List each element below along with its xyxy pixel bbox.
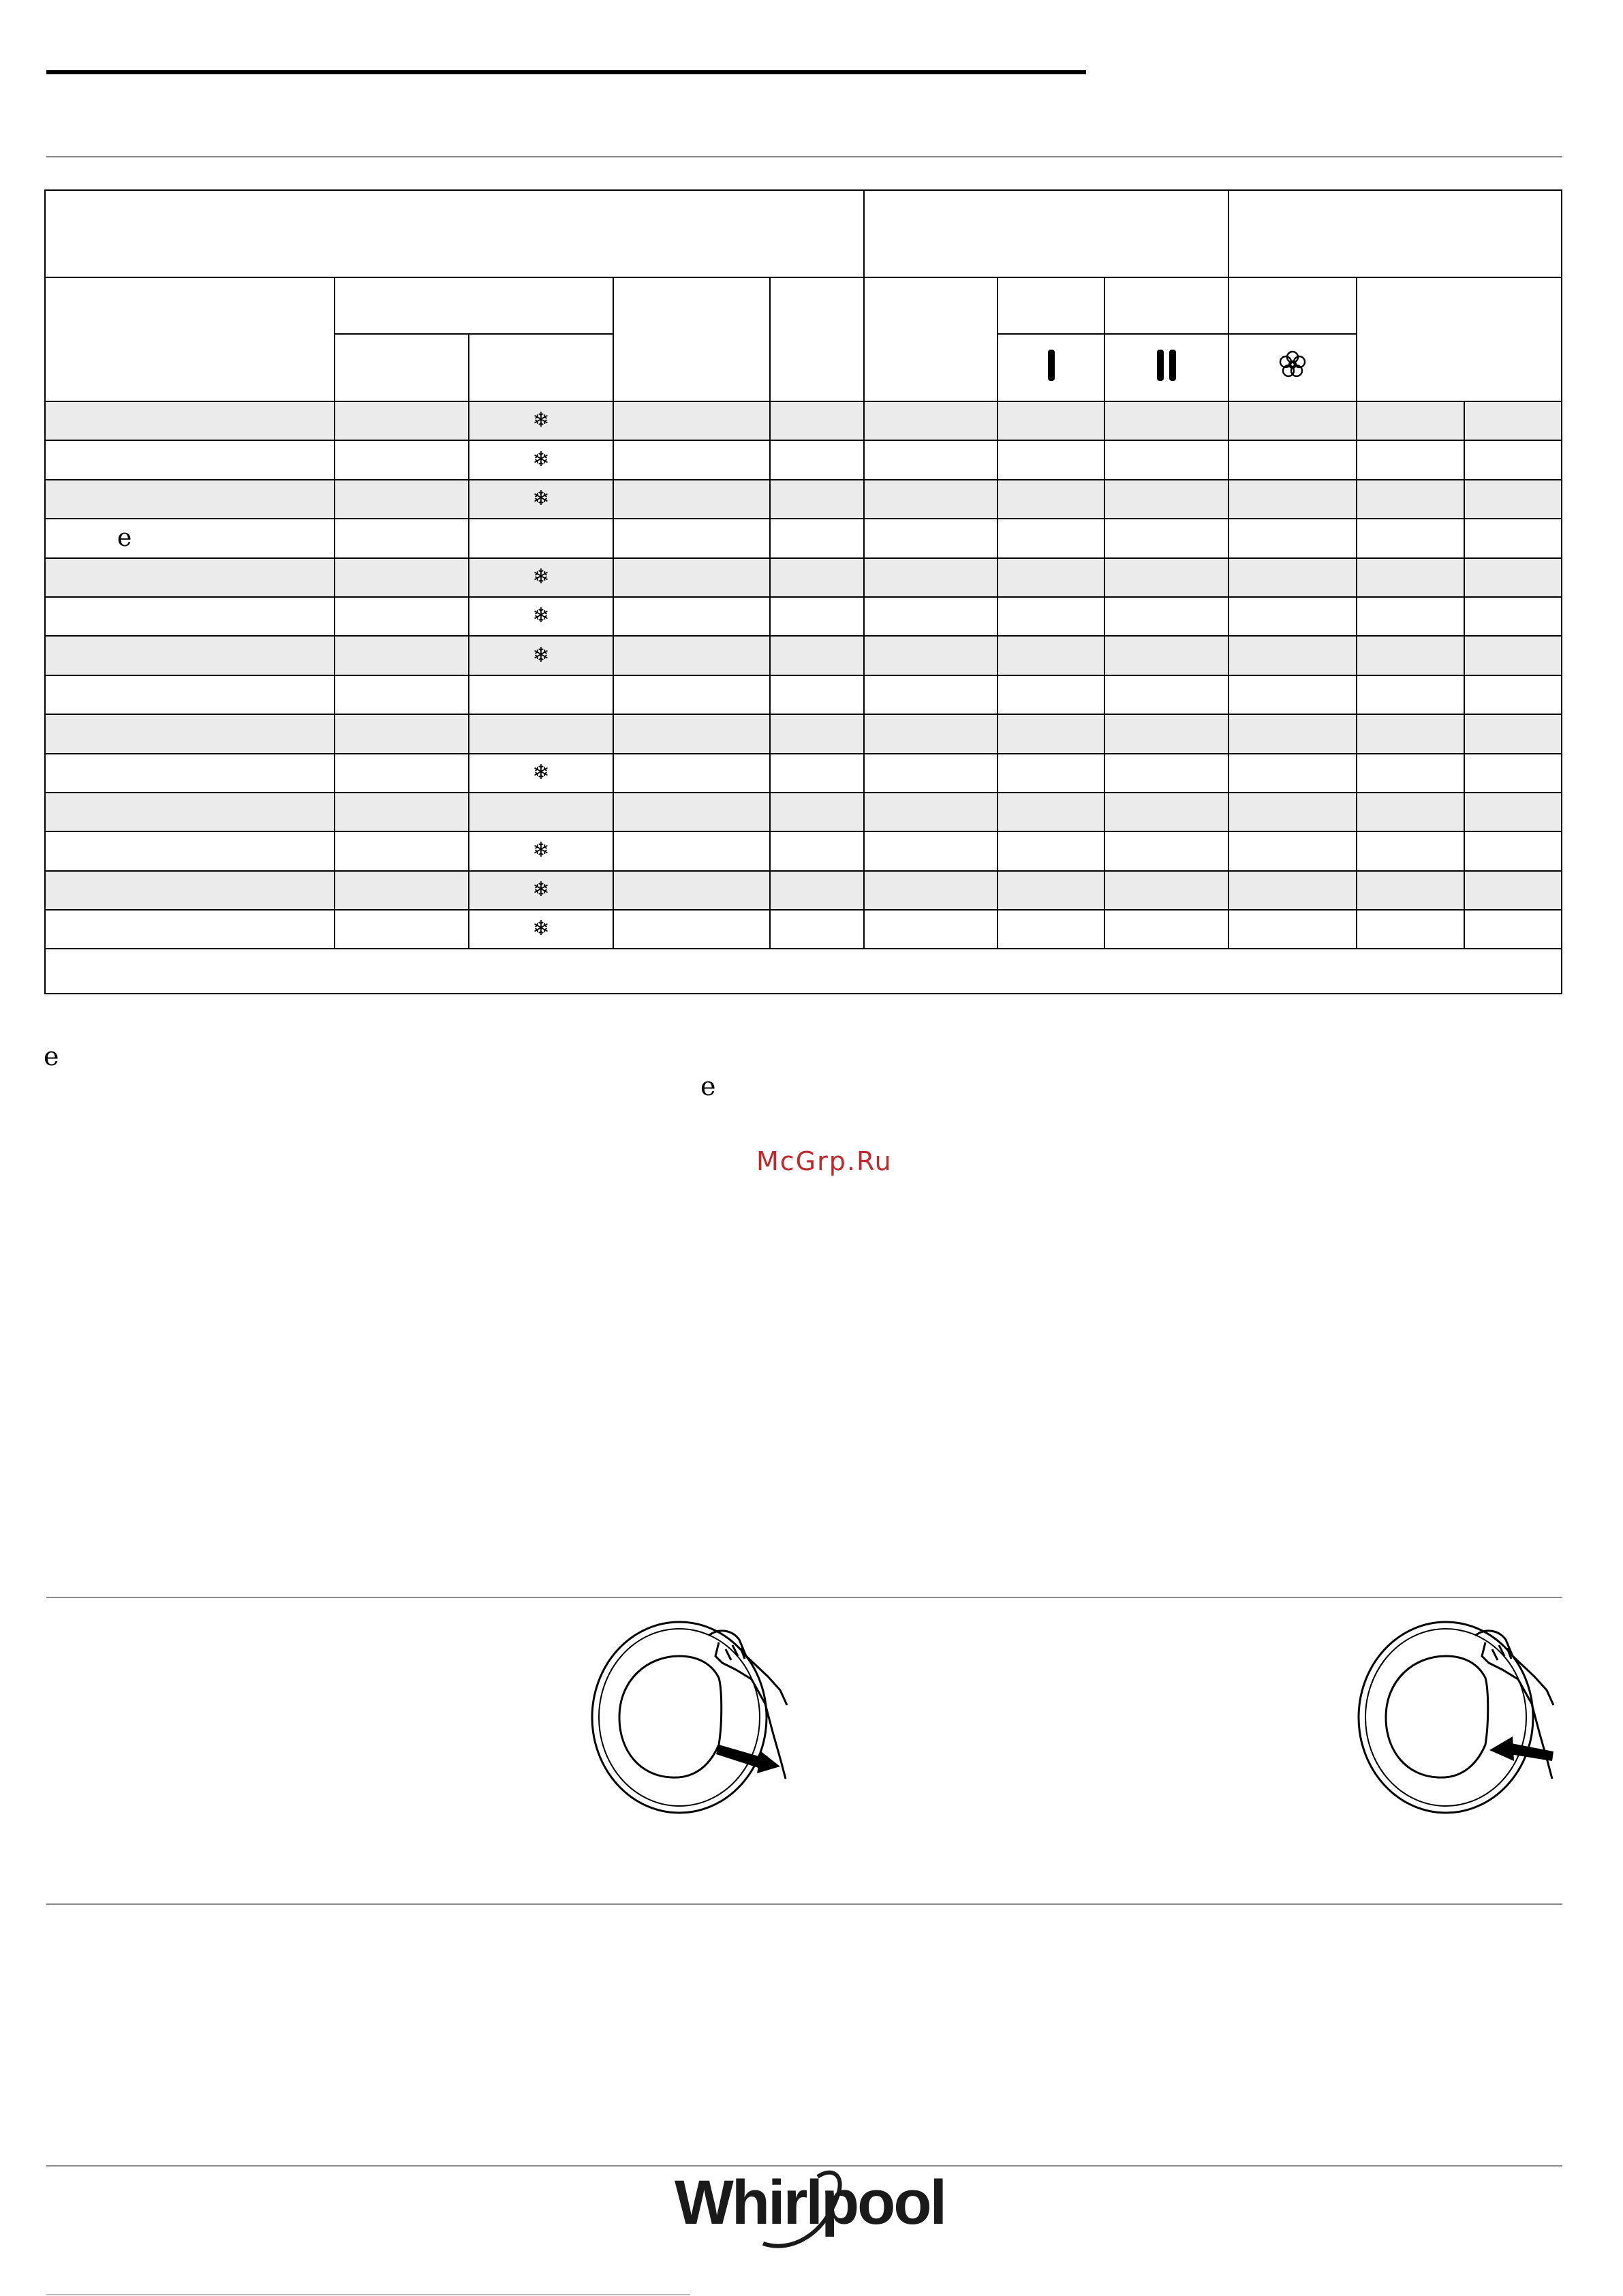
recipe-cell [45,910,335,949]
snowflake-icon: ❄ [532,838,550,863]
table-row [45,401,1562,440]
table-footnote-row [45,949,1562,994]
recipe-cell [45,871,335,910]
section-divider-2 [46,1903,1562,1905]
table-row [45,910,1562,949]
table-cell [1104,910,1228,949]
table-cell [613,480,770,519]
table-cell [1228,675,1357,714]
table-row [45,480,1562,519]
table-cell [770,871,864,910]
header-function [613,277,770,401]
table-cell [613,675,770,714]
table-cell [1104,597,1228,636]
table-cell [613,793,770,831]
table-cell [1357,675,1464,714]
table-cell [335,754,469,793]
table-cell [1464,871,1562,910]
table-cell [1357,519,1464,557]
table-cell [1464,636,1562,675]
table-cell [1357,910,1464,949]
table-cell [613,714,770,753]
table-cell [613,401,770,440]
frozen-cell [469,440,613,479]
header-level-1-icon-cell [998,334,1104,401]
table-row [45,831,1562,870]
table-cell [1357,480,1464,519]
table-cell [1464,793,1562,831]
table-cell [770,597,864,636]
table-cell [613,440,770,479]
table-cell [1228,440,1357,479]
frozen-cell [469,871,613,910]
header-recipe [45,277,335,401]
table-cell [1357,636,1464,675]
frozen-cell [469,558,613,597]
table-cell [1464,754,1562,793]
programme-table [44,189,1562,994]
recipe-cell [45,401,335,440]
recipe-cell [45,519,335,557]
eco-mark: e [117,524,132,553]
table-cell [1228,793,1357,831]
table-cell [1104,871,1228,910]
table-cell [998,558,1104,597]
table-cell [770,558,864,597]
table-cell [1464,519,1562,557]
table-row [45,519,1562,557]
table-cell [864,401,998,440]
table-cell [1464,401,1562,440]
print-footer-line [46,2294,690,2295]
recipe-cell [45,597,335,636]
snowflake-icon: ❄ [532,408,550,433]
flower-icon [1275,348,1310,383]
table-cell [998,871,1104,910]
header-level-3 [1228,277,1357,334]
table-cell [770,754,864,793]
snowflake-icon: ❄ [532,447,550,472]
recipe-cell [45,714,335,753]
table-row [45,714,1562,753]
frozen-cell [469,675,613,714]
table-row [45,793,1562,831]
table-cell [335,401,469,440]
header-group-main [45,190,864,277]
frozen-cell [469,910,613,949]
table-cell [998,519,1104,557]
table-cell [1228,558,1357,597]
frozen-cell [469,714,613,753]
table-cell [1357,754,1464,793]
table-cell [1228,480,1357,519]
snowflake-icon: ❄ [532,877,550,902]
frozen-cell [469,401,613,440]
recipe-cell [45,440,335,479]
snowflake-icon: ❄ [532,643,550,667]
table-cell [1104,831,1228,870]
top-divider [46,156,1562,157]
table-cell [1357,401,1464,440]
frozen-cell [469,597,613,636]
table-cell [864,519,998,557]
table-cell [1228,597,1357,636]
table-cell [1104,440,1228,479]
snowflake-icon: ❄ [532,917,550,941]
table-cell [335,636,469,675]
snowflake-icon: ❄ [532,486,550,510]
footnote-eco-mark-left: e [44,1041,59,1071]
table-cell [1357,714,1464,753]
header-group-levels [864,190,1228,277]
table-cell [1464,480,1562,519]
table-cell [1104,558,1228,597]
table-cell [613,636,770,675]
table-cell [1104,519,1228,557]
table-cell [1464,597,1562,636]
header-accessories [1357,277,1562,401]
table-cell [1228,871,1357,910]
footer-divider [46,2165,1562,2167]
table-cell [864,793,998,831]
table-cell [335,793,469,831]
table-cell [613,871,770,910]
table-row [45,754,1562,793]
watermark: McGrp.Ru [756,1146,893,1176]
table-row [45,440,1562,479]
table-cell [998,675,1104,714]
frozen-cell [469,480,613,519]
table-cell [998,440,1104,479]
recipe-cell [45,754,335,793]
table-cell [770,831,864,870]
table-cell [1104,480,1228,519]
table-cell [1228,714,1357,753]
table-cell [613,597,770,636]
table-cell [1228,636,1357,675]
table-cell [998,480,1104,519]
frozen-cell [469,793,613,831]
table-cell [864,480,998,519]
level-2-icon [1154,350,1179,381]
table-cell [864,910,998,949]
recipe-cell [45,636,335,675]
table-cell [1104,793,1228,831]
table-cell [1357,831,1464,870]
table-row [45,871,1562,910]
insert-tray-illustration [1349,1615,1567,1820]
table-cell [1228,754,1357,793]
table-cell [998,636,1104,675]
frozen-cell [469,831,613,870]
table-cell [864,558,998,597]
table-cell [998,401,1104,440]
header-level-1 [998,277,1104,334]
table-cell [613,910,770,949]
table-cell [1357,558,1464,597]
table-cell [770,714,864,753]
table-cell [335,675,469,714]
header-flower-icon-cell [1228,334,1357,401]
whirlpool-logo: Whirlpool [675,2168,946,2237]
table-cell [770,401,864,440]
header-group-extra [1228,190,1562,277]
table-cell [998,831,1104,870]
header-time [864,277,998,401]
table-cell [770,793,864,831]
table-cell [770,636,864,675]
table-cell [1104,754,1228,793]
table-cell [1104,401,1228,440]
table-cell [1228,401,1357,440]
table-cell [770,519,864,557]
header-level-2 [1104,277,1228,334]
snowflake-icon: ❄ [532,760,550,784]
table-cell [1464,675,1562,714]
table-cell [998,793,1104,831]
table-cell [1228,910,1357,949]
table-cell [770,440,864,479]
table-cell [864,754,998,793]
top-heading-rule [46,70,1086,74]
table-cell [1228,519,1357,557]
header-level-2-icon-cell [1104,334,1228,401]
table-cell [998,597,1104,636]
footnote-eco-mark-right: e [700,1071,716,1101]
table-cell [1104,675,1228,714]
table-cell [1464,831,1562,870]
table-cell [1464,440,1562,479]
header-temperature [770,277,864,401]
table-cell [613,754,770,793]
recipe-cell [45,675,335,714]
table-cell [335,871,469,910]
table-cell [335,480,469,519]
level-1-icon [1048,350,1055,381]
table-cell [1104,714,1228,753]
table-cell [613,519,770,557]
frozen-cell [469,636,613,675]
table-cell [613,831,770,870]
table-cell [864,714,998,753]
recipe-cell [45,558,335,597]
table-cell [335,597,469,636]
recipe-cell [45,480,335,519]
table-cell [1104,636,1228,675]
recipe-cell [45,793,335,831]
table-cell [998,754,1104,793]
table-row [45,636,1562,675]
table-cell [335,910,469,949]
table-row [45,597,1562,636]
table-cell [1357,871,1464,910]
snowflake-icon: ❄ [532,564,550,589]
table-cell [864,871,998,910]
table-cell [864,597,998,636]
table-cell [335,558,469,597]
table-cell [864,636,998,675]
table-cell [613,558,770,597]
table-cell [1357,793,1464,831]
remove-tray-illustration [583,1615,801,1820]
frozen-cell [469,754,613,793]
table-cell [864,440,998,479]
table-cell [335,831,469,870]
header-weight [335,277,613,334]
table-cell [998,714,1104,753]
table-cell [335,714,469,753]
table-row [45,675,1562,714]
table-cell [335,519,469,557]
section-divider-1 [46,1597,1562,1598]
table-row [45,558,1562,597]
whirlpool-logo-swoosh [749,2167,859,2256]
table-cell [1464,558,1562,597]
frozen-cell [469,519,613,557]
table-cell [864,831,998,870]
snowflake-icon: ❄ [532,604,550,628]
table-cell [770,910,864,949]
header-weight-frozen [469,334,613,401]
recipe-cell [45,831,335,870]
table-cell [1464,714,1562,753]
table-cell [1357,440,1464,479]
table-cell [1464,910,1562,949]
table-cell [1357,597,1464,636]
table-cell [335,440,469,479]
table-cell [770,675,864,714]
table-cell [770,480,864,519]
table-cell [864,675,998,714]
header-weight-fresh [335,334,469,401]
table-cell [998,910,1104,949]
table-cell [1228,831,1357,870]
